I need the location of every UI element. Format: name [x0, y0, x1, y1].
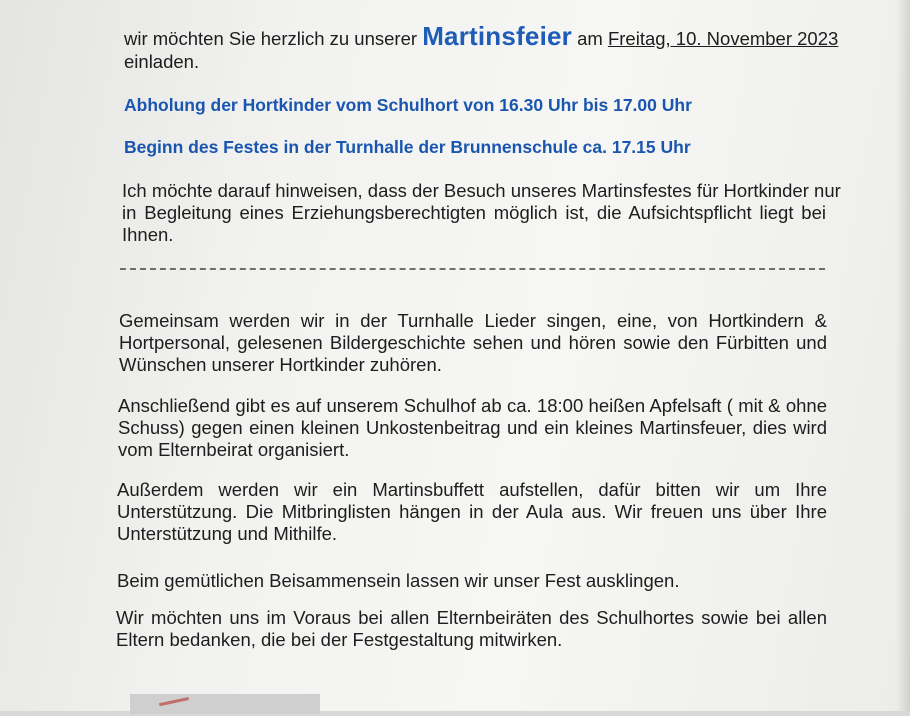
together-line: Wünschen unserer Hortkinder zuhören. [119, 354, 442, 375]
together-line: Hortpersonal, gelesenen Bildergeschichte sehen und hören sowie den Fürbitten und [119, 332, 827, 353]
together-line: Gemeinsam werden wir in der Turnhalle Lieder singen, eine, von Hortkindern & [119, 310, 827, 331]
intro-text: wir möchten Sie herzlich zu unserer [124, 28, 418, 49]
pickup-time: Abholung der Hortkinder vom Schulhort von 16.30 Uhr bis 17.00 Uhr [124, 95, 692, 115]
thanks-line: Eltern bedanken, die bei der Festgestaltung mitwirken. [116, 629, 563, 650]
notice-line: in Begleitung eines Erziehungsberechtigten möglich ist, die Aufsichtspflicht liegt bei [122, 202, 826, 223]
thanks-paragraph [116, 607, 827, 651]
notice-paragraph [122, 180, 841, 246]
dashed-divider [120, 268, 825, 270]
intro-am: am [577, 28, 603, 49]
event-date: Freitag, 10. November 2023 [607, 28, 839, 49]
afterwards-line: Anschließend gibt es auf unserem Schulhof ab ca. 18:00 heißen Apfelsaft ( mit & ohne [118, 395, 827, 416]
afterwards-paragraph [118, 395, 827, 461]
buffet-line: Unterstützung. Die Mitbringlisten hängen in der Aula aus. Wir freuen uns über Ihre [117, 501, 827, 522]
start-time: Beginn des Festes in der Turnhalle der Brunnenschule ca. 17.15 Uhr [124, 137, 691, 157]
closing-line: Beim gemütlichen Beisammensein lassen wir unser Fest ausklingen. [117, 570, 680, 591]
buffet-line: Außerdem werden wir ein Martinsbuffett aufstellen, dafür bitten wir um Ihre [117, 479, 827, 500]
buffet-line: Unterstützung und Mithilfe. [117, 523, 338, 544]
notice-line: Ich möchte darauf hinweisen, dass der Besuch unseres Martinsfestes für Hortkinder nur [122, 180, 841, 201]
notice-line: Ihnen. [122, 224, 174, 245]
buffet-paragraph [117, 479, 827, 545]
intro-line-2: einladen. [124, 51, 200, 72]
thanks-line: Wir möchten uns im Voraus bei allen Elternbeiräten des Schulhortes sowie bei allen [116, 607, 827, 628]
event-name: Martinsfeier [422, 21, 572, 51]
page-edge-shadow [896, 0, 910, 711]
intro-line [124, 21, 839, 51]
afterwards-line: Schuss) gegen einen kleinen Unkostenbeitrag und ein kleines Martinsfeuer, dies wird [118, 417, 827, 438]
afterwards-line: vom Elternbeirat organisiert. [118, 439, 350, 460]
together-paragraph [119, 310, 827, 376]
